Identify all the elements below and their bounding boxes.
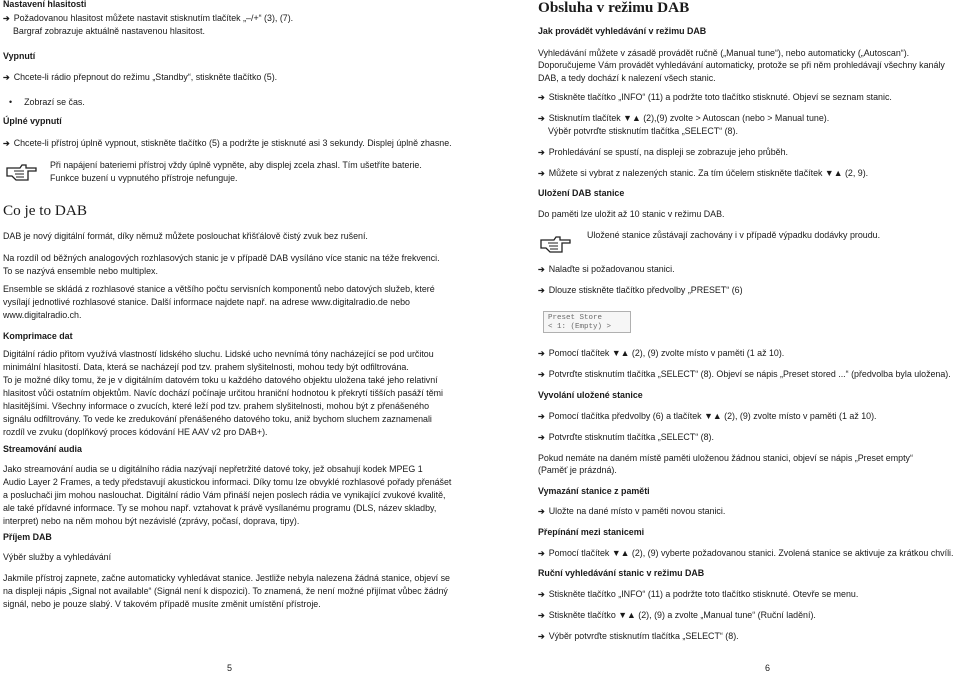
scan-step-progress: ➔ Prohledávání se spustí, na displeji se zobrazuje jeho průběh. [538,146,956,159]
page-number-right: 6 [765,663,771,673]
pointing-hand-icon [6,160,38,182]
heading-compression: Komprimace dat [3,331,73,341]
page-number-left: 5 [227,663,233,673]
dab-multiplex: To se nazývá ensemble nebo multiplex. [3,266,158,276]
manual-step-choose: ➔ Stiskněte tlačítko ▼▲ (2), (9) a zvolte „Manual tune“ (Ruční ladění). [538,609,956,622]
ensemble-line-3: www.digitalradio.ch. [3,310,82,320]
scan-line-1: Jakmile přístroj zapnete, začne automaticky vyhledávat stanice. Jestliže nebyla nalezena žádná stanice, objeví se [3,573,450,583]
scan-step-autoscan: ➔ Stisknutím tlačítek ▼▲ (2),(9) zvolte > Autoscan (nebo > Manual tune). [538,112,956,125]
store-step-preset: ➔ Dlouze stiskněte tlačítko předvolby „PRESET“ (6) [538,284,956,297]
streaming-line-4: ale také přídavné informace. Ty se mohou např. vztahovat k právě vysílanému programu (DLS, název skladby, [3,503,437,513]
volume-step: ➔ Požadovanou hlasitost můžete nastavit stisknutím tlačítek „–/+“ (3), (7). [3,12,475,25]
heading-manual-search: Ruční vyhledávání stanic v režimu DAB [538,568,705,578]
heading-store-station: Uložení DAB stanice [538,188,625,198]
store-step-confirm: ➔ Potvrďte stisknutím tlačítka „SELECT“ (8). Objeví se nápis „Preset stored ...“ (předvolba byla uložena). [538,368,956,381]
memory-note: Uložené stanice zůstávají zachovány i v případě výpadku dodávky proudu. [587,230,881,240]
heading-how-to-scan: Jak provádět vyhledávání v režimu DAB [538,26,707,36]
lcd-display-preview [543,311,631,333]
recall-empty-1: Pokud nemáte na daném místě paměti uloženou žádnou stanici, objeví se nápis „Preset empty“ [538,453,913,463]
heading-delete-station: Vymazání stanice z paměti [538,486,650,496]
scan-step-choose: ➔ Můžete si vybrat z nalezených stanic. Za tím účelem stiskněte tlačítek ▼▲ (2, 9). [538,167,956,180]
switch-step: ➔ Pomocí tlačítek ▼▲ (2), (9) vyberte požadovanou stanici. Zvolená stanice se aktivuje za krátkou chvíli. [538,547,956,560]
dab-frequency: Na rozdíl od běžných analogových rozhlasových stanic je v případě DAB vysíláno více stanic na téže frekvenci. [3,253,440,263]
manual-step-confirm: ➔ Výběr potvrďte stisknutím tlačítka „SELECT“ (8). [538,630,956,643]
scan-line-3: signál, nebo je pouze slabý. V takovém případě musíte změnit umístění přístroje. [3,599,321,609]
battery-note: Při napájení bateriemi přístroj vždy úplně vypněte, aby displej zcela zhasl. Tím ušetříte baterie. [50,160,422,170]
heading-streaming: Streamování audia [3,444,82,454]
lcd-line-2: < 1: (Empty) > [548,323,612,331]
streaming-line-3: a posluchači jim mohou naslouchat. Digitální rádio Vám přináší nejen poslech rádia ve vynikající zvukové kvalitě, [3,490,446,500]
compression-line-6: signálu odfiltrovány. To vede ke zredukování přenášeného datového toku, aniž bychom sluchem zaznamenali [3,414,432,424]
scan-intro-2: Doporučujeme Vám provádět vyhledávání automaticky, protože se při něm prohledávají všechny kanály [538,60,945,70]
compression-line-5: hlasitějšími. Všechny informace o zvucích, které leží pod tzv. prahem slyšitelnosti, mohou být z přenášeného [3,401,430,411]
recall-step-confirm: ➔ Potvrďte stisknutím tlačítka „SELECT“ (8). [538,431,956,444]
scan-step-confirm: Výběr potvrďte stisknutím tlačítka „SELECT“ (8). [548,126,738,136]
streaming-line-2: Audio Layer 2 Frames, a tedy představují akustickou informaci. Díky tomu lze obvyklé rozhlasové pořady přenášet [3,477,452,487]
ensemble-line-2: vysílají jednotlivé rozhlasové stanice. Další informace najdete např. na adrese www.digitalradio.de nebo [3,297,410,307]
dab-intro: DAB je nový digitální formát, díky němuž můžete poslouchat křišťálově čistý zvuk bez rušení. [3,231,368,241]
scan-step-info: ➔ Stiskněte tlačítko „INFO“ (11) a podržte toto tlačítko stisknuté. Objeví se seznam stanic. [538,91,956,104]
time-bullet: • Zobrazí se čas. [3,96,475,109]
compression-line-4: hlasitost vůči ostatním objektům. Navíc dochází počínaje určitou hraniční hodnotou k překrytí tišších pasáží těmi [3,388,444,398]
streaming-line-1: Jako streamování audia se u digitálního rádia nazývají nepřetržité datové toky, jež obsahují kodek MPEG 1 [3,464,423,474]
heading-what-is-dab: Co je to DAB [3,202,87,219]
compression-line-7: rozdíl ve zvuku (doplňkový proces kódování HE AAV v2 pro DAB+). [3,427,268,437]
compression-line-2: minimální hlasitostí. Data, která se nacházejí pod tzv. prahem slyšitelnosti, mohou tedy být odfiltrována. [3,362,409,372]
alarm-note: Funkce buzení u vypnutého přístroje nefunguje. [50,173,238,183]
heading-off: Vypnutí [3,51,36,61]
compression-line-1: Digitální rádio přitom využívá vlastností lidského sluchu. Lidské ucho nevnímá tóny nacházející se pod určitou [3,349,434,359]
full-off-step: ➔ Chcete-li přístroj úplně vypnout, stiskněte tlačítko (5) a podržte je stisknuté asi 3 sekundy. Displej úplně zhasne. [3,137,475,150]
heading-dab-reception: Příjem DAB [3,532,52,542]
standby-step: ➔ Chcete-li rádio přepnout do režimu „Standby“, stiskněte tlačítko (5). [3,71,475,84]
heading-service-selection: Výběr služby a vyhledávání [3,552,112,562]
scan-intro-3: DAB, a tedy dochází k nalezení všech stanic. [538,73,716,83]
lcd-line-1: Preset Store [548,314,603,322]
scan-line-2: na displeji nápis „Signal not available“ (Signál není k dispozici). To znamená, že není možné přijímat vůbec žádný [3,586,448,596]
heading-volume: Nastavení hlasitosti [3,0,87,9]
pointing-hand-icon [540,232,572,254]
recall-empty-2: (Paměť je prázdná). [538,465,617,475]
volume-note: Bargraf zobrazuje aktuálně nastavenou hlasitost. [13,26,205,36]
store-capacity: Do paměti lze uložit až 10 stanic v režimu DAB. [538,209,725,219]
scan-intro-1: Vyhledávání můžete v zásadě provádět ručně („Manual tune“), nebo automaticky („Autoscan“). [538,48,910,58]
heading-recall-station: Vyvolání uložené stanice [538,390,643,400]
manual-step-info: ➔ Stiskněte tlačítko „INFO“ (11) a podržte toto tlačítko stisknuté. Otevře se menu. [538,588,956,601]
heading-full-off: Úplné vypnutí [3,116,62,126]
ensemble-line-1: Ensemble se skládá z rozhlasové stanice a většího počtu servisních komponentů nebo datových služeb, které [3,284,435,294]
heading-switch-stations: Přepínání mezi stanicemi [538,527,645,537]
recall-step-choose: ➔ Pomocí tlačítka předvolby (6) a tlačítek ▼▲ (2), (9) zvolte místo v paměti (1 až 10). [538,410,956,423]
delete-step: ➔ Uložte na dané místo v paměti novou stanici. [538,505,956,518]
compression-line-3: To je možné díky tomu, že je v digitálním datovém toku u každého datového objektu uložena také jeho relativní [3,375,438,385]
store-step-tune: ➔ Nalaďte si požadovanou stanici. [538,263,956,276]
streaming-line-5: interpret) nebo na něm mohou být nezávislé (zprávy, počasí, doprava, tipy). [3,516,300,526]
store-step-choose-slot: ➔ Pomocí tlačítek ▼▲ (2), (9) zvolte místo v paměti (1 až 10). [538,347,956,360]
heading-dab-operation: Obsluha v režimu DAB [538,0,690,16]
